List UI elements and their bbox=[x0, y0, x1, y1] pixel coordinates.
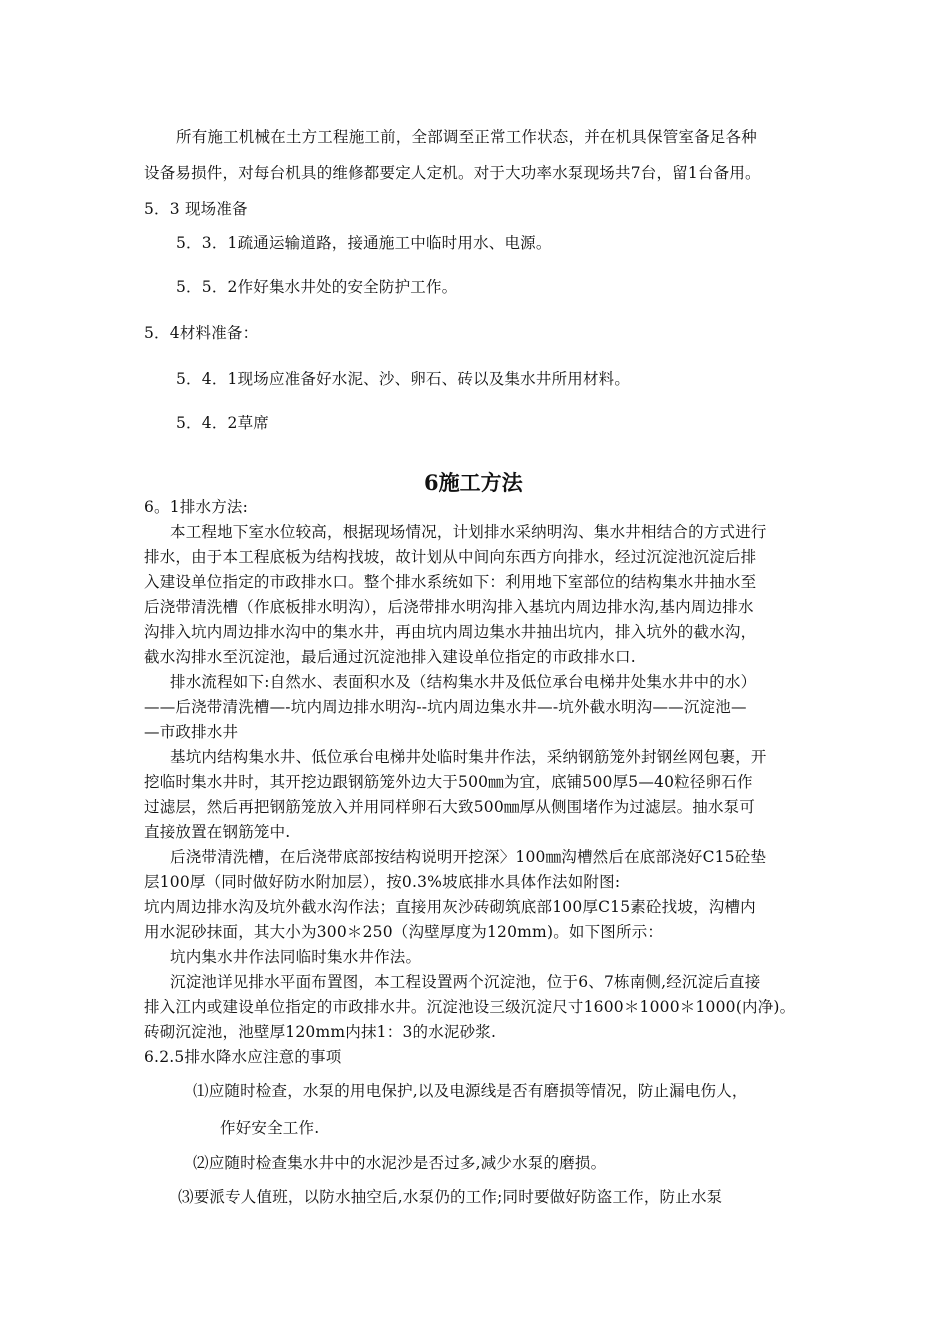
paragraph-line: 基坑内结构集水井、低位承台电梯井处临时集井作法，采纳钢筋笼外封钢丝网包裹，开 bbox=[170, 748, 767, 766]
paragraph-line: 坑内集水井作法同临时集水井作法。 bbox=[170, 948, 422, 966]
paragraph-line: 坑内周边排水沟及坑外截水沟作法；直接用灰沙砖砌筑底部100厚C15素砼找坡，沟槽内 bbox=[144, 898, 756, 916]
paragraph-line: 沟排入坑内周边排水沟中的集水井，再由坑内周边集水井抽出坑内，排入坑外的截水沟， bbox=[144, 623, 757, 641]
paragraph-line: 排水，由于本工程底板为结构找坡，故计划从中间向东西方向排水，经过沉淀池沉淀后排 bbox=[144, 548, 757, 566]
paragraph-line: 所有施工机械在土方工程施工前，全部调至正常工作状态，并在机具保管室备足各种 bbox=[176, 128, 757, 146]
paragraph-line: 层100厚（同时做好防水附加层），按0.3%坡底排水具体作法如附图: bbox=[144, 873, 621, 891]
paragraph-line: 沉淀池详见排水平面布置图，本工程设置两个沉淀池，位于6、7栋南侧,经沉淀后直接 bbox=[170, 973, 761, 991]
paragraph-line: 排入江内或建设单位指定的市政排水井。沉淀池设三级沉淀尺寸1600＊1000＊1000(内净)。 bbox=[144, 998, 796, 1016]
paragraph-line: ——后浇带清洗槽—-坑内周边排水明沟--坑内周边集水井—-坑外截水明沟——沉淀池— bbox=[144, 698, 747, 716]
paragraph-line: 本工程地下室水位较高，根据现场情况，计划排水采纳明沟、集水井相结合的方式进行 bbox=[170, 523, 767, 541]
paragraph-line: 用水泥砂抹面，其大小为300＊250（沟壁厚度为120mm)。如下图所示： bbox=[144, 923, 664, 941]
paragraph-line: 截水沟排水至沉淀池，最后通过沉淀池排入建设单位指定的市政排水口. bbox=[144, 648, 636, 666]
section-title: 6施工方法 bbox=[424, 470, 523, 495]
paragraph-line: —市政排水井 bbox=[144, 723, 239, 741]
paragraph-line: 入建设单位指定的市政排水口。整个排水系统如下：利用地下室部位的结构集水井抽水至 bbox=[144, 573, 757, 591]
paragraph-line: 直接放置在钢筋笼中. bbox=[144, 823, 291, 841]
paragraph-line: 砖砌沉淀池，池壁厚120mm内抹1：3的水泥砂浆. bbox=[144, 1023, 497, 1041]
paragraph-line: 设备易损件，对每台机具的维修都要定人定机。对于大功率水泵现场共7台，留1台备用。 bbox=[144, 164, 761, 182]
list-item: 5．4．2草席 bbox=[176, 414, 269, 432]
note-item: ⑶要派专人值班，以防水抽空后,水泵仍的工作;同时要做好防盗工作，防止水泵 bbox=[178, 1188, 723, 1206]
list-item: 5．5．2作好集水井处的安全防护工作。 bbox=[176, 278, 458, 296]
paragraph-line: 后浇带清洗槽（作底板排水明沟），后浇带排水明沟排入基坑内周边排水沟,基内周边排水 bbox=[144, 598, 754, 616]
subsection-heading: 6。1排水方法: bbox=[144, 498, 249, 516]
subsection-heading: 6.2.5排水降水应注意的事项 bbox=[144, 1048, 342, 1066]
note-item: ⑴应随时检查，水泵的用电保护,以及电源线是否有磨损等情况，防止漏电伤人， bbox=[193, 1082, 748, 1100]
subsection-heading: 5．3 现场准备 bbox=[144, 200, 248, 218]
list-item: 5．3．1疏通运输道路，接通施工中临时用水、电源。 bbox=[176, 234, 552, 252]
note-item-continuation: 作好安全工作. bbox=[220, 1119, 320, 1137]
list-item: 5．4．1现场应准备好水泥、沙、卵石、砖以及集水井所用材料。 bbox=[176, 370, 631, 388]
paragraph-line: 过滤层，然后再把钢筋笼放入并用同样卵石大致500㎜厚从侧围堵作为过滤层。抽水泵可 bbox=[144, 798, 756, 816]
note-item: ⑵应随时检查集水井中的水泥沙是否过多,减少水泵的磨损。 bbox=[193, 1154, 607, 1172]
paragraph-line: 排水流程如下:自然水、表面积水及（结构集水井及低位承台电梯井处集水井中的水） bbox=[170, 673, 757, 691]
paragraph-line: 后浇带清洗槽，在后浇带底部按结构说明开挖深〉100㎜沟槽然后在底部浇好C15砼垫 bbox=[170, 848, 767, 866]
paragraph-line: 挖临时集水井时，其开挖边跟钢筋笼外边大于500㎜为宜，底铺500厚5—40粒径卵石作 bbox=[144, 773, 753, 791]
subsection-heading: 5．4材料准备： bbox=[144, 324, 259, 342]
